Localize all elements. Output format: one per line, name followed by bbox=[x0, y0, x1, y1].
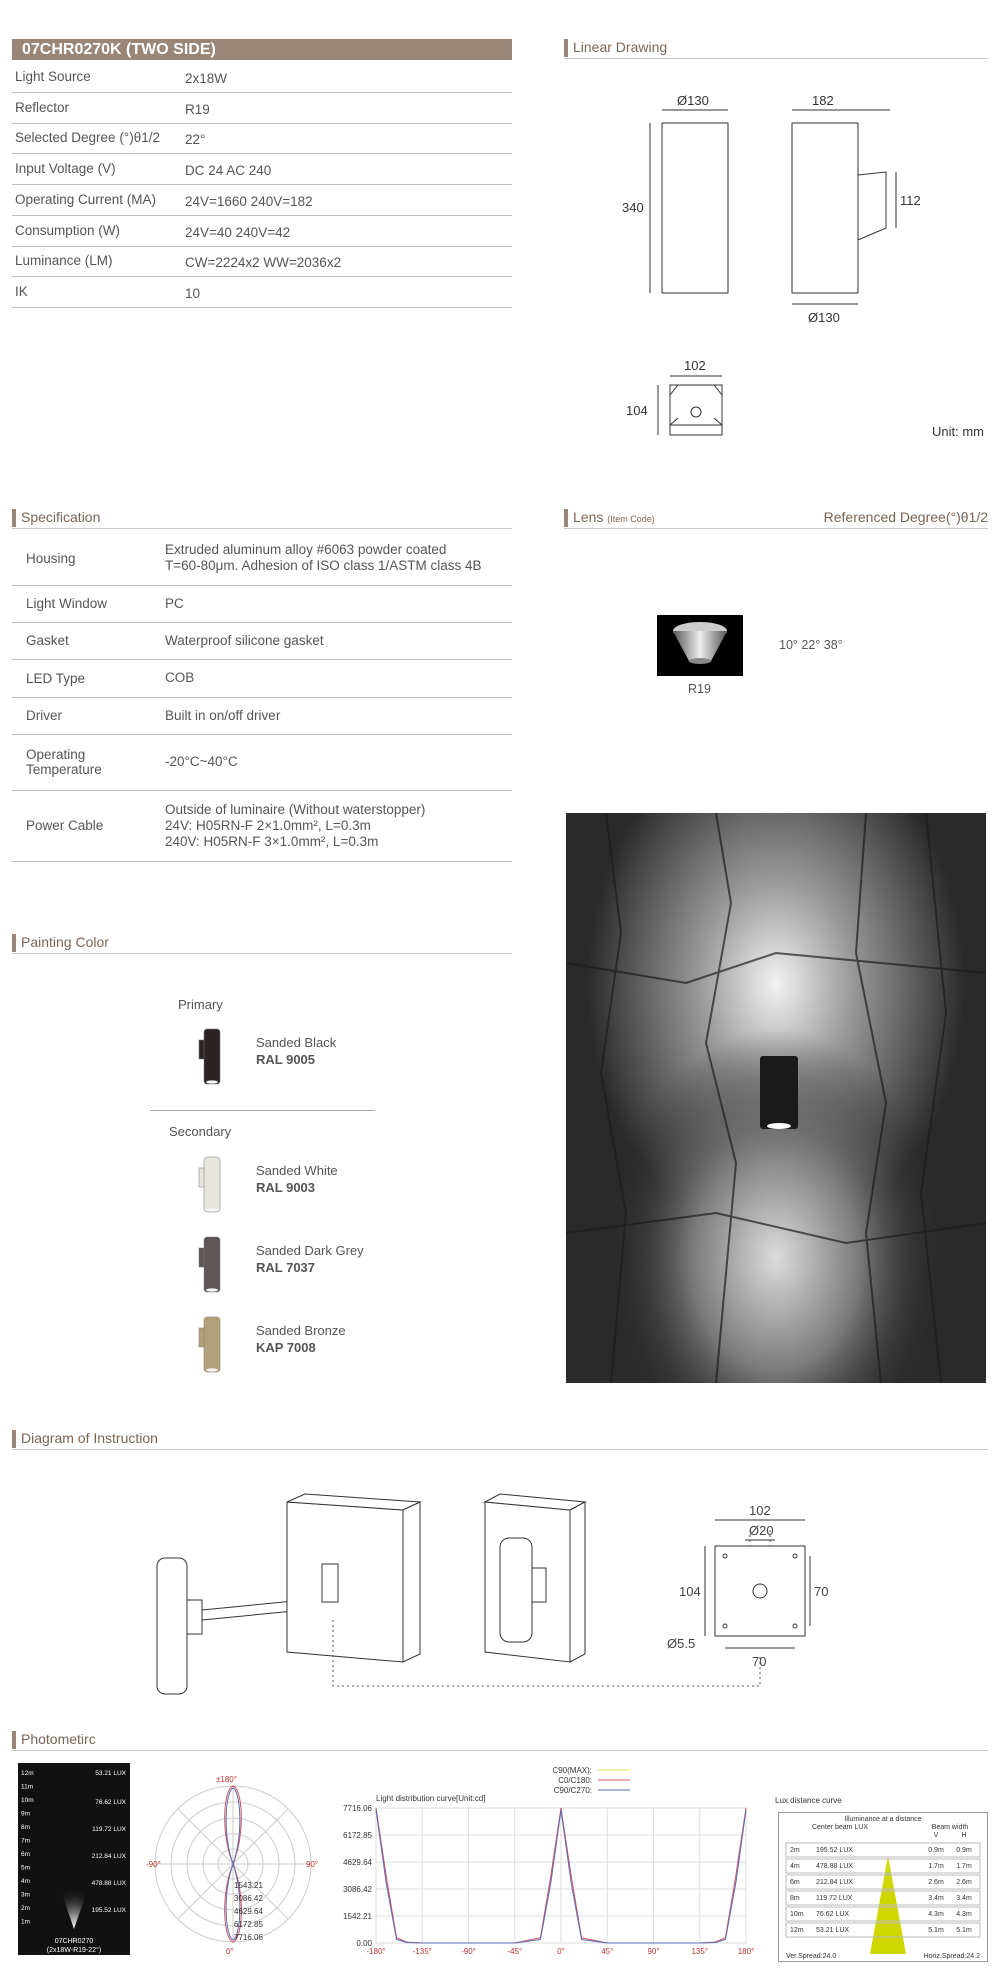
lux-table-ver-spread: Ver.Spread:24.0 bbox=[786, 1953, 837, 1960]
spec-label: Input Voltage (V) bbox=[15, 161, 116, 177]
specification-label: Operating Temperature bbox=[26, 747, 102, 777]
specification-label: Power Cable bbox=[26, 818, 104, 833]
lux-table-h: 3.4m bbox=[956, 1895, 972, 1902]
spec-row bbox=[12, 277, 512, 308]
lux-table-hor-spread: Horiz.Spread:24.2 bbox=[923, 1953, 980, 1960]
lux-strip-value: 53.21 LUX bbox=[95, 1770, 126, 1777]
polar-value: 4629.64 bbox=[234, 1907, 263, 1916]
lux-table-h: 0.9m bbox=[956, 1847, 972, 1854]
curve-x-tick: 90° bbox=[647, 1947, 660, 1956]
curve-y-tick: 6172.85 bbox=[343, 1831, 372, 1840]
lux-strip-distance: 11m bbox=[21, 1783, 34, 1791]
lux-table-col: Center beam LUX bbox=[811, 1824, 869, 1831]
lux-table-distance: 2m bbox=[790, 1847, 800, 1854]
instruction-diagram bbox=[150, 1480, 890, 1690]
spec-row bbox=[12, 185, 512, 216]
lux-table-col: V bbox=[933, 1832, 939, 1839]
inst-w: 102 bbox=[749, 1503, 771, 1518]
lux-table-v: 3.4m bbox=[928, 1895, 944, 1902]
lux-table-h: 1.7m bbox=[956, 1863, 972, 1870]
specification-value: COB bbox=[165, 670, 195, 685]
specification-row bbox=[12, 734, 512, 791]
dim-d1: Ø130 bbox=[677, 93, 709, 108]
specification-value: Built in on/off driver bbox=[165, 707, 281, 723]
lux-strip-distance: 7m bbox=[21, 1837, 31, 1845]
spec-value: 24V=40 240V=42 bbox=[185, 224, 291, 240]
spec-label: Selected Degree (°)θ1/2 bbox=[15, 130, 160, 146]
color-code: RAL 7037 bbox=[256, 1260, 316, 1275]
lux-table-lux: 119.72 LUX bbox=[816, 1895, 853, 1902]
curve-legend-label: C90(MAX): bbox=[552, 1766, 592, 1775]
painting-header: Painting Color bbox=[12, 933, 512, 954]
svg-text:0°: 0° bbox=[226, 1947, 234, 1956]
color-swatch-item bbox=[190, 1153, 430, 1213]
lux-strip-caption: 07CHR0270 bbox=[54, 1938, 94, 1945]
spec-value: R19 bbox=[185, 101, 210, 117]
linear-drawing-header: Linear Drawing bbox=[564, 38, 988, 59]
color-name: Sanded Dark Grey bbox=[256, 1243, 364, 1258]
color-divider bbox=[150, 1110, 375, 1111]
lux-strip-distance: 5m bbox=[21, 1864, 31, 1872]
svg-text:90°: 90° bbox=[306, 1860, 319, 1869]
lux-strip bbox=[18, 1763, 130, 1955]
curve-y-tick: 3086.42 bbox=[343, 1885, 372, 1894]
lux-strip-distance: 3m bbox=[21, 1891, 31, 1899]
dim-d2: Ø130 bbox=[808, 310, 840, 325]
lux-table-distance: 6m bbox=[790, 1879, 800, 1886]
instruction-header: Diagram of Instruction bbox=[12, 1429, 988, 1450]
lux-table-col: H bbox=[961, 1832, 967, 1839]
inst-h: 104 bbox=[679, 1584, 701, 1599]
curve-title: Light distribution curve[Unit:cd] bbox=[376, 1794, 486, 1803]
dim-w: 182 bbox=[812, 93, 834, 108]
lux-table-col: Beam width bbox=[931, 1824, 969, 1831]
lux-table-lux: 478.88 LUX bbox=[816, 1863, 853, 1870]
lux-table-subtitle: Illuminance at a distance bbox=[844, 1816, 922, 1823]
lux-table-lux: 53.21 LUX bbox=[816, 1927, 850, 1934]
specification-label: Light Window bbox=[26, 596, 108, 611]
lux-table-lux: 195.52 LUX bbox=[816, 1847, 853, 1854]
lux-table-h: 4.3m bbox=[956, 1911, 972, 1918]
light-distribution-chart bbox=[330, 1763, 760, 1963]
polar-chart bbox=[148, 1772, 328, 1957]
specification-row bbox=[12, 659, 512, 698]
lux-strip-caption: (2x18W-R19-22°) bbox=[46, 1947, 102, 1954]
specification-label: Gasket bbox=[26, 633, 69, 648]
svg-text:±180°: ±180° bbox=[216, 1775, 237, 1784]
inst-hc: 70 bbox=[814, 1584, 829, 1599]
spec-row bbox=[12, 216, 512, 247]
specification-row bbox=[12, 790, 512, 862]
dim-bw: 102 bbox=[684, 358, 706, 373]
lens-degrees: 10° 22° 38° bbox=[779, 638, 843, 652]
color-name: Sanded Bronze bbox=[256, 1323, 346, 1338]
lux-strip-distance: 1m bbox=[21, 1918, 31, 1926]
curve-y-tick: 4629.64 bbox=[343, 1858, 372, 1867]
curve-x-tick: -180° bbox=[366, 1947, 386, 1956]
specification-value: Waterproof silicone gasket bbox=[165, 632, 324, 648]
lux-table-lux: 212.84 LUX bbox=[816, 1879, 853, 1886]
spec-label: Light Source bbox=[15, 69, 91, 84]
inst-wc: 70 bbox=[752, 1654, 767, 1669]
curve-x-tick: 180° bbox=[737, 1947, 755, 1956]
specification-row bbox=[12, 622, 512, 660]
specification-row bbox=[12, 531, 512, 586]
curve-x-tick: 135° bbox=[691, 1947, 709, 1956]
specification-value: PC bbox=[165, 595, 184, 611]
color-luminaire-icon bbox=[190, 1233, 230, 1293]
color-swatch-item bbox=[190, 1025, 430, 1085]
unit-label: Unit: mm bbox=[932, 424, 984, 439]
lux-table-h: 5.1m bbox=[956, 1927, 972, 1934]
lux-strip-distance: 6m bbox=[21, 1851, 31, 1858]
lux-table-title: Lux distance curve bbox=[775, 1796, 842, 1805]
lux-table-v: 1.7m bbox=[928, 1863, 944, 1870]
specification-value: Outside of luminaire (Without waterstopper) 24V: H05RN-F 2×1.0mm², L=0.3m 240V: H05RN-F 3×1.0mm², L=0.3m bbox=[165, 801, 426, 849]
spec-value: 22° bbox=[185, 132, 206, 148]
lens-name: R19 bbox=[688, 682, 711, 696]
lux-strip-distance: 9m bbox=[21, 1810, 31, 1818]
spec-value: 24V=1660 240V=182 bbox=[185, 193, 313, 209]
specification-value: -20°C~40°C bbox=[165, 754, 238, 769]
color-name: Sanded White bbox=[256, 1163, 338, 1178]
spec-row bbox=[12, 246, 512, 277]
lux-strip-value: 212.84 LUX bbox=[91, 1853, 126, 1860]
lux-strip-distance: 4m bbox=[21, 1878, 31, 1885]
spec-label: Operating Current (MA) bbox=[15, 191, 157, 207]
lux-table-v: 4.3m bbox=[928, 1911, 944, 1918]
dim-side: 112 bbox=[900, 193, 921, 208]
curve-x-tick: -45° bbox=[507, 1947, 523, 1956]
curve-y-tick: 1542.21 bbox=[343, 1912, 372, 1921]
spec-value: 10 bbox=[185, 285, 201, 301]
dim-h: 340 bbox=[622, 200, 644, 215]
color-luminaire-icon bbox=[190, 1153, 230, 1213]
lux-table-v: 2.6m bbox=[928, 1879, 944, 1886]
color-luminaire-icon bbox=[190, 1313, 230, 1373]
specification-label: Driver bbox=[26, 708, 62, 723]
curve-y-tick: 7716.06 bbox=[343, 1804, 372, 1813]
lux-table-distance: 10m bbox=[790, 1911, 804, 1918]
polar-value: 6172.85 bbox=[234, 1920, 263, 1929]
lux-strip-distance: 8m bbox=[21, 1824, 31, 1831]
primary-label: Primary bbox=[178, 997, 223, 1012]
lux-strip-value: 195.52 LUX bbox=[91, 1907, 126, 1914]
spec-label: Reflector bbox=[15, 99, 70, 115]
color-swatch-item bbox=[190, 1233, 430, 1293]
lux-table-distance: 8m bbox=[790, 1895, 800, 1902]
inst-hole: Ø20 bbox=[749, 1523, 774, 1538]
spec-row bbox=[12, 154, 512, 185]
lux-strip-distance: 10m bbox=[21, 1797, 34, 1804]
linear-drawing bbox=[600, 80, 1000, 450]
specification-label: Housing bbox=[26, 550, 76, 566]
lux-table-h: 2.6m bbox=[956, 1879, 972, 1886]
color-code: KAP 7008 bbox=[256, 1340, 316, 1355]
photometric-header: Photometirc bbox=[12, 1730, 988, 1751]
lux-strip-value: 478.88 LUX bbox=[91, 1880, 126, 1887]
lux-table-distance: 4m bbox=[790, 1863, 800, 1870]
curve-x-tick: -135° bbox=[412, 1947, 432, 1956]
curve-x-tick: 45° bbox=[601, 1947, 614, 1956]
lux-table-distance: 12m bbox=[790, 1927, 804, 1934]
polar-value: 7716.06 bbox=[234, 1933, 263, 1942]
inst-screw: Ø5.5 bbox=[667, 1636, 696, 1651]
specification-value: Extruded aluminum alloy #6063 powder coated T=60-80μm. Adhesion of ISO class 1/ASTM class 4B bbox=[165, 542, 482, 573]
lux-table-lux: 76.62 LUX bbox=[816, 1911, 850, 1918]
lux-table-v: 0.9m bbox=[928, 1847, 944, 1854]
curve-x-tick: -90° bbox=[461, 1947, 476, 1956]
polar-value: 3086.42 bbox=[234, 1894, 263, 1903]
specification-row bbox=[12, 697, 512, 735]
specification-row bbox=[12, 585, 512, 623]
svg-text:-90°: -90° bbox=[146, 1860, 161, 1869]
specification-label: LED Type bbox=[26, 670, 86, 686]
spec-value: CW=2224x2 WW=2036x2 bbox=[185, 255, 342, 271]
spec-row bbox=[12, 123, 512, 154]
lux-table-v: 5.1m bbox=[928, 1927, 944, 1934]
lens-header: Lens (Item Code) Referenced Degree(°)θ1/2 bbox=[564, 508, 988, 529]
spec-value: 2x18W bbox=[185, 71, 228, 86]
spec-label: Consumption (W) bbox=[15, 222, 121, 238]
curve-legend-label: C0/C180: bbox=[558, 1776, 592, 1785]
color-swatch-item bbox=[190, 1313, 430, 1373]
curve-legend-label: C90/C270: bbox=[553, 1786, 592, 1795]
spec-value: DC 24 AC 240 bbox=[185, 163, 272, 179]
lux-distance-table bbox=[778, 1812, 988, 1962]
color-code: RAL 9005 bbox=[256, 1052, 316, 1067]
lux-strip-distance: 12m bbox=[21, 1770, 34, 1777]
secondary-label: Secondary bbox=[169, 1124, 232, 1139]
product-photo bbox=[566, 813, 986, 1383]
product-title: 07CHR0270K (TWO SIDE) bbox=[12, 39, 512, 60]
lux-strip-value: 76.62 LUX bbox=[95, 1799, 126, 1806]
curve-x-tick: 0° bbox=[557, 1947, 565, 1956]
spec-label: IK bbox=[15, 283, 28, 299]
curve-y-tick: 0.00 bbox=[356, 1939, 372, 1948]
color-name: Sanded Black bbox=[256, 1035, 337, 1050]
color-luminaire-icon bbox=[190, 1025, 230, 1085]
lens-image bbox=[657, 615, 743, 676]
polar-value: 1543.21 bbox=[234, 1881, 263, 1890]
spec-row bbox=[12, 93, 512, 124]
spec-label: Luminance (LM) bbox=[15, 253, 113, 269]
lux-strip-value: 119.72 LUX bbox=[92, 1826, 126, 1833]
spec-row bbox=[12, 62, 512, 93]
color-code: RAL 9003 bbox=[256, 1180, 316, 1195]
dim-bh: 104 bbox=[626, 403, 648, 418]
specification-header: Specification bbox=[12, 508, 512, 529]
lux-strip-distance: 2m bbox=[21, 1905, 31, 1912]
